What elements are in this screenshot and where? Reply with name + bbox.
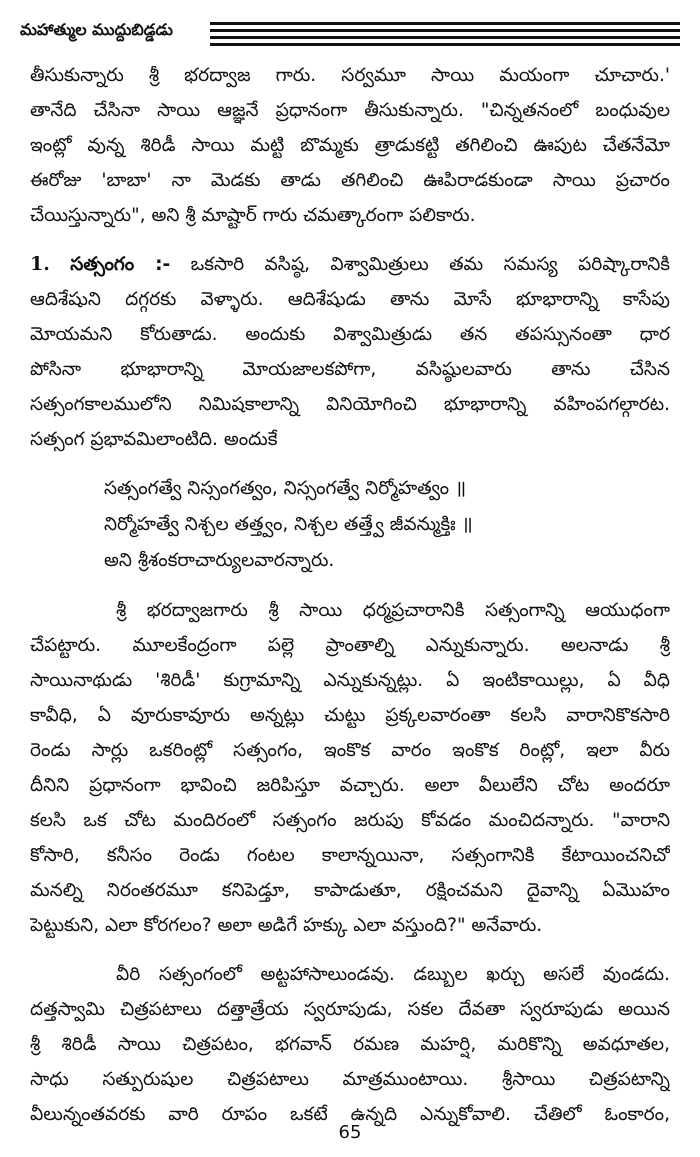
paragraph (30, 593, 670, 943)
header-rule (210, 22, 680, 25)
text-line: రెండు సార్లు ఒకరింట్లో సత్సంగం, ఇంకొక వారం ఇంకొక రింట్లో, ఇలా వీరు (30, 740, 670, 761)
paragraph (30, 58, 670, 233)
text-line: కావీధి, ఏ వూరుకావూరు అన్నట్లు చుట్టు ప్రక్కలవారంతా కలసి వారానికొకసారి (30, 705, 670, 726)
header-rule (210, 36, 680, 39)
text-line: చేపట్టారు. మూలకేంద్రంగా పల్లె ప్రాంతాల్ని ఎన్నుకున్నారు. అలనాడు శ్రీ (30, 635, 670, 656)
paragraph-gap (30, 943, 670, 957)
page-number: 65 (338, 1122, 362, 1143)
text-line: దత్తస్వామి చిత్రపటాలు దత్తాత్రేయ స్వరూపుడు, సకల దేవతా స్వరూపుడు అయిన (30, 999, 670, 1020)
header-rule (210, 43, 680, 46)
section-satsangam (30, 247, 670, 457)
text-line: పోసినా భూభారాన్ని మోయజాలకపోగా, వసిష్ఠులవారు తాను చేసిన (30, 359, 670, 380)
running-header (20, 14, 680, 56)
text-line: సత్సంగకాలములోని నిమిషకాలాన్ని వినియోగించి భూభారాన్ని వహింపగల్గారట. (30, 394, 670, 415)
verse-gap (30, 457, 670, 471)
text-line: ఈరోజు 'బాబా' నా మెడకు తాడు తగిలించి ఊపిరాడకుండా సాయి ప్రచారం (30, 170, 670, 191)
text-line: మోయమని కోరుతాడు. అందుకు విశ్వామిత్రుడు తన తపస్సునంతా ధార (30, 324, 670, 345)
text-line: తానేది చేసినా సాయి ఆజ్ఞనే ప్రధానంగా తీసుకున్నారు. "చిన్నతనంలో బంధువుల (30, 100, 670, 121)
text-line: సాయినాథుడు 'శిరిడీ' కుగ్రామాన్ని ఎన్నుకున్నట్లు. ఏ ఇంటికాయిల్లు, ఏ వీధి (30, 670, 670, 691)
text-line: శ్రీ శిరిడీ సాయి చిత్రపటం, భగవాన్ రమణ మహర్షి, మరికొన్ని అవధూతల, (30, 1034, 670, 1055)
verse-block (30, 471, 670, 579)
paragraph-gap (30, 579, 670, 593)
section-first-line: ఒకసారి వసిష్ఠ, విశ్వామిత్రులు తమ సమస్య పరిష్కారానికి (190, 254, 670, 275)
text-line: ఆదిశేషుని దగ్గరకు వెళ్ళారు. ఆదిశేషుడు తాను మోసే భూభారాన్ని కాసేపు (30, 289, 670, 310)
text-line: వీలున్నంతవరకు వారి రూపం ఒకటే ఉన్నది ఎన్నుకోవాలి. చేతిలో ఓంకారం, (30, 1104, 670, 1125)
text-line: శ్రీ భరద్వాజగారు శ్రీ సాయి ధర్మప్రచారానికి సత్సంగాన్ని ఆయుధంగా (116, 600, 670, 621)
text-line: సాధు సత్పురుషుల చిత్రపటాలు మాత్రముంటాయి. శ్రీసాయి చిత్రపటాన్ని (30, 1069, 670, 1090)
text-line: దీనిని ప్రధానంగా భావించి జరిపిస్తూ వచ్చారు. అలా వీలులేని చోట అందరూ (30, 775, 670, 796)
running-title: మహాత్ముల ముద్దుబిడ్డడు (20, 20, 173, 39)
section-number: 1. (30, 253, 50, 275)
text-line: ఇంట్లో వున్న శిరిడీ సాయి మట్టి బొమ్మకు త్రాడుకట్టి తగిలించి ఊపుట చేతనేమో (30, 135, 670, 156)
section-title: సత్సంగం :- (70, 254, 171, 275)
paragraph-gap (30, 233, 670, 247)
text-line: మనల్ని నిరంతరమూ కనిపెడ్తూ, కాపాడుతూ, రక్షించమని దైవాన్ని ఏమొహం (30, 880, 670, 901)
text-line: వీరి సత్సంగంలో అట్టహాసాలుండవు. డబ్బుల ఖర్చు అసలే వుండదు. (116, 964, 670, 985)
verse-line: నిర్మోహత్వే నిశ్చల తత్త్వం, నిశ్చల తత్త్వే జీవన్ముక్తిః ॥ (104, 514, 473, 535)
paragraph (30, 957, 670, 1132)
text-line (30, 247, 670, 282)
text-line: చేయిస్తున్నారు", అని శ్రీ మాష్టార్ గారు చమత్కారంగా పలికారు. (30, 205, 476, 226)
text-line: కలసి ఒక చోట మందిరంలో సత్సంగం జరుపు కోవడం మంచిదన్నారు. "వారాని (30, 810, 670, 831)
verse-line: సత్సంగత్వే నిస్సంగత్వం, నిస్సంగత్వే నిర్మోహత్వం ॥ (104, 478, 467, 499)
text-line: కోసారి, కనీసం రెండు గంటల కాలాన్నయినా, సత్సంగానికి కేటాయించనిచో (30, 845, 670, 866)
verse-attribution: అని శ్రీశంకరాచార్యులవారన్నారు. (104, 550, 335, 571)
text-line: సత్సంగ ప్రభావమిలాంటిది. అందుకే (30, 429, 278, 450)
text-line: పెట్టుకుని, ఎలా కోరగలం? అలా అడిగే హక్కు ఎలా వస్తుంది?" అనేవారు. (30, 915, 543, 936)
text-line: తీసుకున్నారు శ్రీ భరద్వాజ గారు. సర్వమూ సాయి మయంగా చూచారు.' (30, 65, 670, 86)
header-rule (210, 29, 680, 32)
header-rules (210, 22, 680, 56)
page-body (30, 58, 670, 1132)
